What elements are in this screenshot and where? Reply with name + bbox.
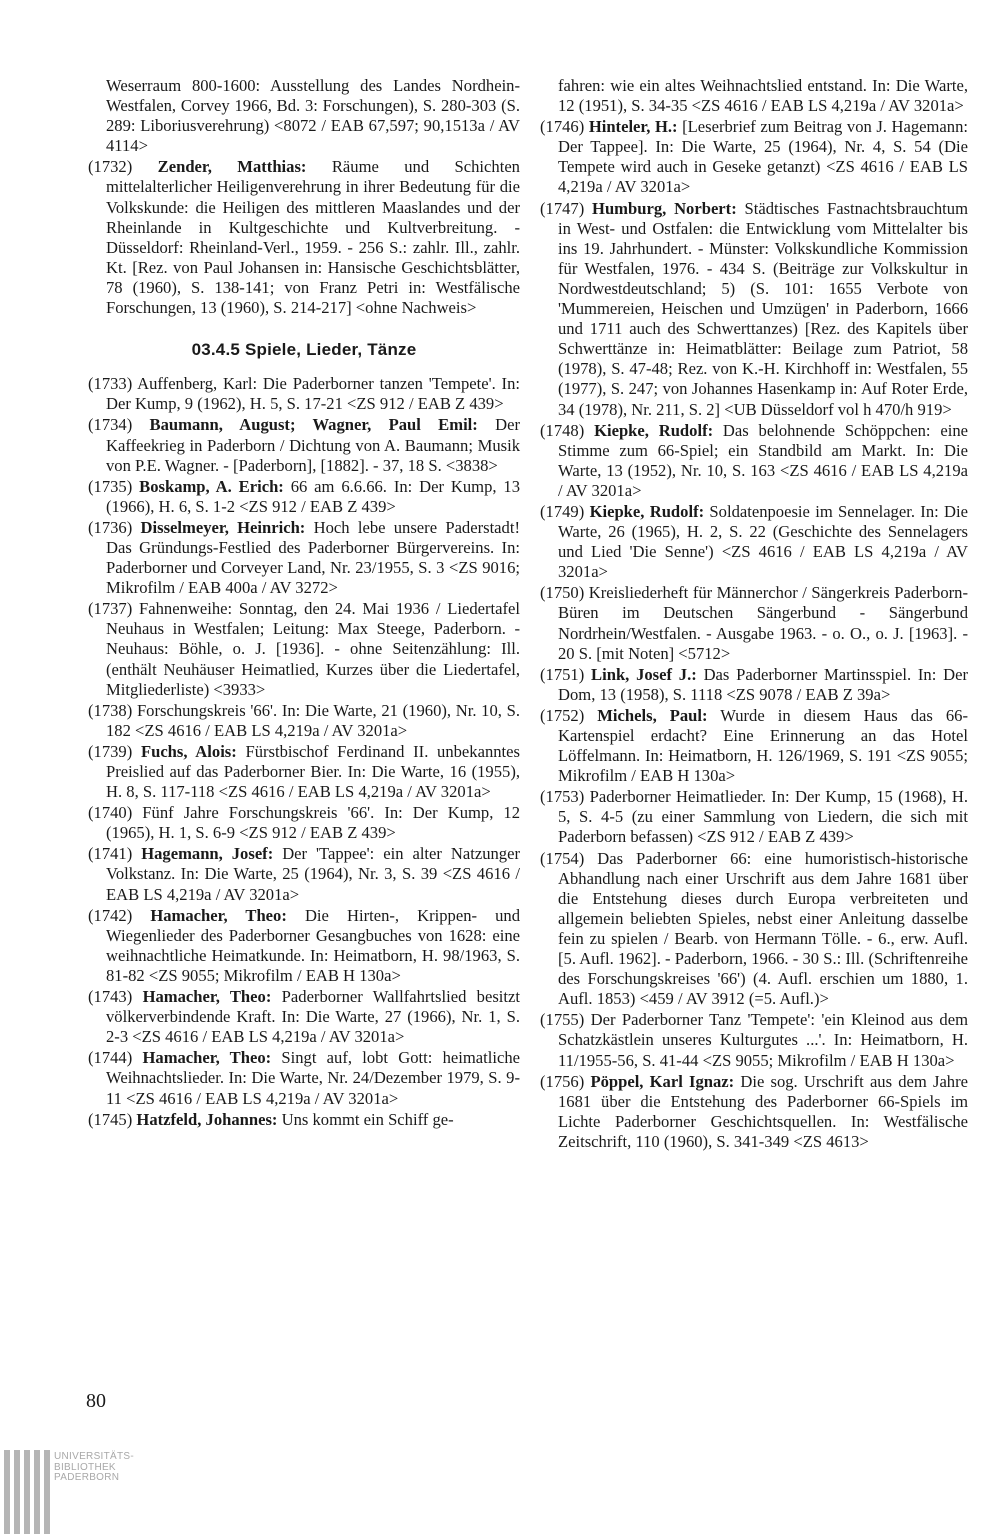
entry-number: (1739)	[88, 741, 133, 761]
entry-number: (1751)	[540, 664, 585, 684]
library-footer	[0, 1450, 1000, 1534]
entry-text: Paderborner Wallfahrtslied besitzt völkerverbindende Kraft. In: Die Warte, 27 (1966), Nr. 1, S. 2-3 <ZS 4616 / EAB LS 4,219a / AV 3201a>	[106, 987, 520, 1047]
bibliography-entry	[88, 1110, 520, 1130]
right-column	[540, 76, 968, 1153]
continuation-text: fahren: wie ein altes Weihnachtslied entstand. In: Die Warte, 12 (1951), S. 34-35 <ZS 4616 / EAB LS 4,219a / AV 3201a>	[558, 76, 968, 116]
entry-number: (1747)	[540, 198, 585, 218]
logo-line-3: PADERBORN	[54, 1472, 120, 1483]
entry-number: (1744)	[88, 1048, 133, 1068]
bibliography-entry	[88, 374, 520, 414]
bibliography-entry	[88, 415, 520, 475]
entry-number: (1756)	[540, 1071, 585, 1091]
entry-author: Humburg, Norbert:	[592, 198, 737, 218]
entry-number: (1749)	[540, 501, 585, 521]
bibliography-entry	[88, 844, 520, 904]
bibliography-entry	[540, 1072, 968, 1152]
entry-text: Der Kaffeekrieg in Paderborn / Dichtung von A. Baumann; Musik von P.E. Wagner. - [Paderborn], [1882]. - 37, 18 S. <3838>	[106, 415, 520, 475]
left-entry-list	[88, 374, 520, 1129]
entry-author: Link, Josef J.:	[591, 664, 697, 684]
entry-text: Forschungskreis '66'. In: Die Warte, 21 (1960), Nr. 10, S. 182 <ZS 4616 / EAB LS 4,219a / AV 3201a>	[106, 700, 520, 740]
library-logo-text	[54, 1452, 134, 1484]
entry-text: Räume und Schichten mittelalterlicher Heiligenverehrung in ihrer Bedeutung für die Volkskunde: die Heiligen des mittleren Maaslandes und der Rheinlande in Kultgeschichte und Kultverbreitung. - Düsseldorf: Rheinland-Verl., 1959. - 256 S.: zahlr. Ill., zahlr. Kt. [Rez. von Paul Johansen in: Hansische Geschichtsblätter, 78 (1960), S. 138-141; von Franz Petri in: Westfälische Forschungen, 13 (1960), S. 214-217] <ohne Nachweis>	[106, 157, 520, 318]
section-title: 03.4.5 Spiele, Lieder, Tänze	[191, 340, 417, 360]
entry-author: Kiepke, Rudolf:	[594, 420, 714, 440]
entry-number: (1745)	[88, 1109, 133, 1129]
entry-author: Hinteler, H.:	[588, 117, 678, 137]
entry-number: (1736)	[88, 517, 133, 537]
entry-text: Fünf Jahre Forschungskreis '66'. In: Der Kump, 12 (1965), H. 1, S. 6-9 <ZS 912 / EAB Z 439>	[106, 803, 520, 843]
logo-line-1: UNIVERSITÄTS-	[54, 1451, 135, 1462]
entry-text: Das Paderborner Martinsspiel. In: Der Dom, 13 (1958), S. 1118 <ZS 9078 / EAB Z 39a>	[558, 664, 968, 704]
bibliography-entry	[88, 599, 520, 699]
entry-text: Der 'Tappee': ein alter Natzunger Volkstanz. In: Die Warte, 25 (1964), Nr. 3, S. 39 <ZS 4616 / EAB LS 4,219a / AV 3201a>	[106, 844, 520, 904]
entry-number: (1750)	[540, 583, 585, 603]
entry-author: Hamacher, Theo:	[150, 905, 287, 925]
bibliography-entry	[88, 742, 520, 802]
entry-author: Baumann, August; Wagner, Paul Emil:	[149, 415, 478, 435]
entry-author: Disselmeyer, Heinrich:	[140, 517, 306, 537]
bibliography-entry	[88, 701, 520, 741]
bibliography-entry	[88, 157, 520, 318]
bibliography-entry	[540, 583, 968, 663]
entry-text: Die Hirten-, Krippen- und Wiegenlieder des Paderborner Gesangbuches von 1628: eine weihnachtliche Heimatkunde. In: Heimatborn, H. 98/1963, S. 81-82 <ZS 9055; Mikrofilm / EAB H 130a>	[106, 905, 520, 985]
bibliography-entry	[88, 477, 520, 517]
entry-text: Die sog. Urschrift aus dem Jahre 1681 über die Entstehung des Paderborner 66-Spiels im Lichte Paderborner Geschichtsquellen. In: Westfälische Zeitschrift, 110 (1960), S. 341-349 <ZS 4613>	[558, 1071, 968, 1151]
entry-author: Zender, Matthias:	[157, 157, 307, 177]
entry-text: Fürstbischof Ferdinand II. unbekanntes Preislied auf das Paderborner Bier. In: Die Warte, 16 (1955), H. 8, S. 117-118 <ZS 4616 / EAB LS 4,219a / AV 3201a>	[106, 741, 520, 802]
entry-number: (1740)	[88, 803, 133, 823]
left-column	[88, 76, 520, 1131]
entry-number: (1754)	[540, 848, 585, 868]
entry-text: Wurde in diesem Haus das 66-Kartenspiel erdacht? Eine Erinnerung an das Hotel Löffelmann. In: Heimatborn, H. 126/1969, S. 191 <ZS 9055; Mikrofilm / EAB H 130a>	[558, 705, 969, 786]
entry-number: (1755)	[540, 1010, 585, 1030]
entry-text: Paderborner Heimatlieder. In: Der Kump, 15 (1968), H. 5, S. 4-5 (zu einer Sammlung von Liedern, die sich mit Paderborn befassen) <ZS 912 / EAB Z 439>	[558, 787, 968, 847]
entry-text: Der Paderborner Tanz 'Tempete': 'ein Kleinod aus dem Schatzkästlein unseres Kulturgutes ...'. In: Heimatborn, H. 11/1955-56, S. 41-44 <ZS 9055; Mikrofilm / EAB H 130a>	[558, 1010, 968, 1070]
entry-author: Hamacher, Theo:	[142, 1048, 272, 1068]
entry-number: (1748)	[540, 420, 585, 440]
entry-author: Kiepke, Rudolf:	[589, 501, 705, 521]
entry-author: Hamacher, Theo:	[142, 987, 272, 1007]
entry-number: (1741)	[88, 844, 133, 864]
bibliography-entry	[88, 1048, 520, 1108]
bibliography-entry	[540, 787, 968, 847]
bibliography-entry	[88, 518, 520, 598]
bibliography-entry	[88, 906, 520, 986]
bibliography-entry	[540, 665, 968, 705]
right-entry-list	[540, 117, 968, 1152]
bibliography-entry	[540, 1010, 968, 1070]
entry-number: (1752)	[540, 705, 585, 725]
entry-number: (1733)	[88, 374, 133, 394]
bibliography-entry	[540, 706, 968, 786]
entry-number: (1753)	[540, 787, 585, 807]
entry-text: Uns kommt ein Schiff ge-	[277, 1109, 454, 1129]
bibliography-entry	[540, 849, 968, 1010]
entry-number: (1735)	[88, 476, 133, 496]
entry-text: Das Paderborner 66: eine humoristisch-historische Abhandlung nach einer Urschrift aus dem Jahre 1681 über die Entstehung dieses durch Europa verbreiteten und allgemein beliebten Spieles, nebst einer Anleitung dasselbe fein zu spielen / Bearb. von Hermann Tölle. - 6., erw. Aufl. [5. Aufl. 1962]. - Paderborn, 1966. - 30 S.: Ill. (Schriftenreihe des Forschungskreises '66') (4. Aufl. erschien um 1880, 1. Aufl. 1853) <459 / AV 3912 (=5. Aufl.)>	[558, 848, 969, 1009]
entry-text: [Leserbrief zum Beitrag von J. Hagemann: Der Tappee]. In: Die Warte, 25 (1964), Nr. 4, S. 54 (Die Tempete wird auch in Geseke getanzt) <ZS 4616 / EAB LS 4,219a / AV 3201a>	[558, 117, 968, 197]
bibliography-entry	[540, 502, 968, 582]
library-bars-icon	[4, 1450, 50, 1534]
entry-text: Soldatenpoesie im Sennelager. In: Die Warte, 26 (1965), H. 2, S. 22 (Geschichte des Sennelagers und Lied 'Die Senne') <ZS 4616 / EAB LS 4,219a / AV 3201a>	[558, 501, 968, 582]
entry-text: Das belohnende Schöppchen: eine Stimme zum 66-Spiel; ein Standbild am Markt. In: Die Warte, 13 (1952), Nr. 10, S. 163 <ZS 4616 / EAB LS 4,219a / AV 3201a>	[558, 420, 968, 500]
bibliography-entry	[540, 199, 968, 420]
bibliography-entry	[88, 987, 520, 1047]
entry-text: Städtisches Fastnachtsbrauchtum in West- und Ostfalen: die Entwicklung vom Mittelalter bis ins 19. Jahrhundert. - Münster: Volkskundliche Kommission für Westfalen, 1976. - 434 S. (Beiträge zur Volkskultur in Nordwestdeutschland; 5) (S. 101: 1655 Verbote von 'Mummereien, Heischen und Umzügen' in Paderborn, 1666 und 1711 auch des Schwerttanzes) [Rez. des Kapitels über Schwerttänze in: Heimatblätter: Beilage zum Patriot, 58 (1978), S. 47-48; Rez. von K.-H. Kirchhoff in: Westfalen, 55 (1977), S. 247; von Johannes Hasenkamp in: Auf Roter Erde, 34 (1978), Nr. 211, S. 2] <UB Düsseldorf vol h 470/h 919>	[558, 198, 968, 419]
logo-line-2: BIBLIOTHEK	[54, 1461, 116, 1473]
entry-text: Auffenberg, Karl: Die Paderborner tanzen 'Tempete'. In: Der Kump, 9 (1962), H. 5, S. 17-21 <ZS 912 / EAB Z 439>	[106, 374, 520, 414]
entry-number: (1738)	[88, 700, 133, 720]
entry-number: (1732)	[88, 157, 133, 177]
bibliography-entry	[540, 117, 968, 197]
entry-author: Michels, Paul:	[597, 705, 708, 725]
entry-author: Pöppel, Karl Ignaz:	[590, 1071, 735, 1091]
entry-text: Hoch lebe unsere Paderstadt! Das Gründungs-Festlied des Paderborner Bürgervereins. In: Paderborner und Corveyer Land, Nr. 23/1955, S. 3 <ZS 9016; Mikrofilm / EAB 400a / AV 3272>	[106, 517, 520, 598]
entry-author: Hagemann, Josef:	[141, 844, 274, 864]
bibliography-entry	[88, 803, 520, 843]
bibliography-entry	[540, 421, 968, 501]
entry-number: (1742)	[88, 905, 133, 925]
entry-author: Fuchs, Alois:	[140, 741, 237, 761]
entry-number: (1746)	[540, 117, 585, 137]
entry-text: Kreisliederheft für Männerchor / Sängerkreis Paderborn-Büren im Deutschen Sängerbund - Sängerbund Nordrhein/Westfalen. - Ausgabe 1963. - o. O., o. J. [1963]. - 20 S. [mit Noten] <5712>	[558, 583, 968, 663]
entry-text: 66 am 6.6.66. In: Der Kump, 13 (1966), H. 6, S. 1-2 <ZS 912 / EAB Z 439>	[106, 476, 520, 516]
page-number: 80	[86, 1390, 106, 1412]
continuation-text: Weserraum 800-1600: Ausstellung des Landes Nordhein-Westfalen, Corvey 1966, Bd. 3: Forschungen), S. 280-303 (S. 289: Liboriusverehrung) <8072 / EAB 67,597; 90,1513a / AV 4114>	[106, 76, 520, 156]
entry-number: (1734)	[88, 415, 133, 435]
entry-number: (1743)	[88, 987, 133, 1007]
entry-number: (1737)	[88, 599, 133, 619]
entry-author: Boskamp, A. Erich:	[139, 476, 284, 496]
entry-text: Fahnenweihe: Sonntag, den 24. Mai 1936 / Liedertafel Neuhaus in Westfalen; Leitung: Max Steege, Paderborn. - Neuhaus: Böhle, o. J. [1936]. - ohne Seitenzählung: Ill. (enthält Neuhäuser Heimatlied, Kurzes über die Liedertafel, Mitgliederliste) <3933>	[106, 599, 520, 699]
entry-author: Hatzfeld, Johannes:	[136, 1109, 278, 1129]
entry-text: Singt auf, lobt Gott: heimatliche Weihnachtslieder. In: Die Warte, Nr. 24/Dezember 1979, S. 9-11 <ZS 4616 / EAB LS 4,219a / AV 3201a>	[106, 1048, 521, 1108]
left-entries-before-section	[88, 157, 520, 318]
